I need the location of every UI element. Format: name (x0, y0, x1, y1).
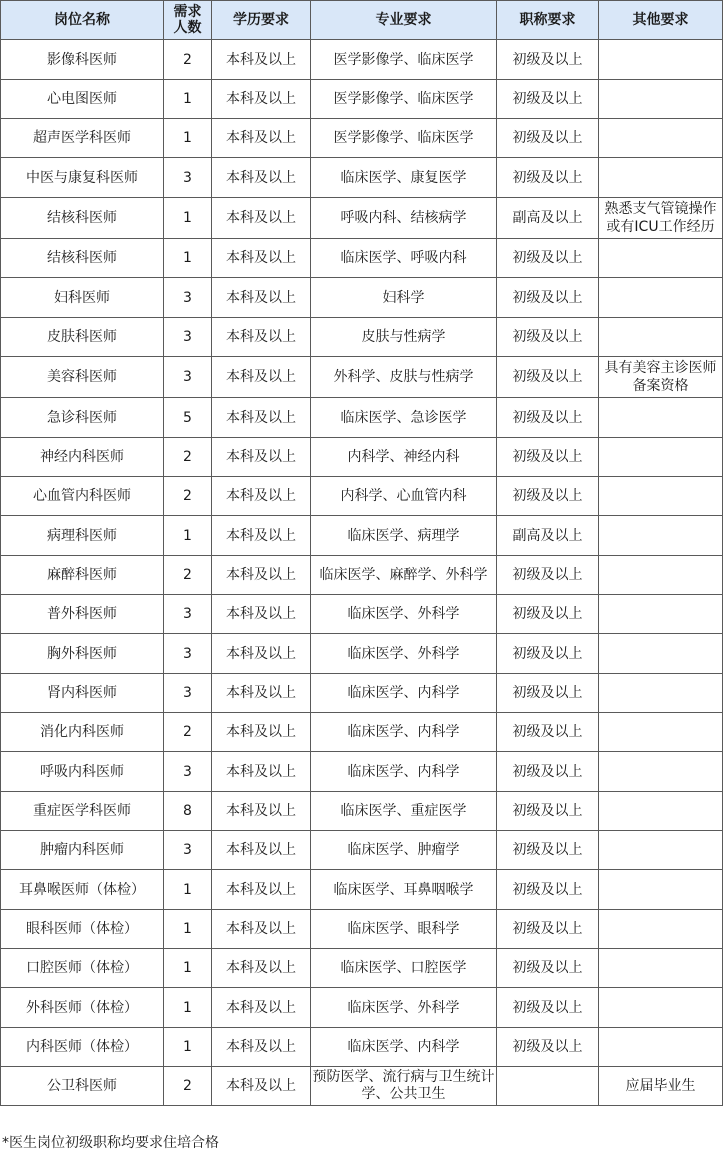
table-row (1, 988, 723, 1028)
cell-position-name: 妇科医师 (1, 278, 164, 318)
table-row (1, 634, 723, 674)
cell-education: 本科及以上 (212, 556, 311, 595)
cell-education: 本科及以上 (212, 357, 311, 398)
cell-other (599, 792, 723, 831)
cell-position-name: 心血管内科医师 (1, 477, 164, 516)
header-major: 专业要求 (311, 1, 497, 40)
cell-major: 临床医学、口腔医学 (311, 949, 497, 988)
cell-major: 临床医学、病理学 (311, 516, 497, 556)
table-row (1, 752, 723, 792)
table-row (1, 516, 723, 556)
cell-count: 3 (164, 595, 212, 634)
cell-education: 本科及以上 (212, 398, 311, 438)
cell-count: 8 (164, 792, 212, 831)
cell-other (599, 674, 723, 713)
cell-major: 临床医学、内科学 (311, 713, 497, 752)
cell-title: 初级及以上 (497, 870, 599, 910)
cell-position-name: 超声医学科医师 (1, 119, 164, 158)
cell-major: 临床医学、外科学 (311, 634, 497, 674)
cell-other (599, 713, 723, 752)
header-title: 职称要求 (497, 1, 599, 40)
cell-count: 1 (164, 988, 212, 1028)
cell-position-name: 中医与康复科医师 (1, 158, 164, 198)
cell-other (599, 634, 723, 674)
cell-position-name: 重症医学科医师 (1, 792, 164, 831)
cell-education: 本科及以上 (212, 438, 311, 477)
cell-title: 初级及以上 (497, 634, 599, 674)
cell-count: 5 (164, 398, 212, 438)
cell-education: 本科及以上 (212, 278, 311, 318)
cell-position-name: 结核科医师 (1, 198, 164, 239)
cell-position-name: 耳鼻喉医师（体检） (1, 870, 164, 910)
cell-position-name: 神经内科医师 (1, 438, 164, 477)
table-row (1, 158, 723, 198)
cell-major: 预防医学、流行病与卫生统计学、公共卫生 (311, 1067, 497, 1106)
cell-count: 1 (164, 1028, 212, 1067)
cell-other (599, 398, 723, 438)
cell-position-name: 肾内科医师 (1, 674, 164, 713)
cell-position-name: 内科医师（体检） (1, 1028, 164, 1067)
cell-title: 副高及以上 (497, 198, 599, 239)
cell-title: 初级及以上 (497, 831, 599, 870)
cell-major: 临床医学、外科学 (311, 595, 497, 634)
cell-education: 本科及以上 (212, 477, 311, 516)
cell-title: 初级及以上 (497, 438, 599, 477)
cell-major: 医学影像学、临床医学 (311, 119, 497, 158)
cell-education: 本科及以上 (212, 634, 311, 674)
cell-count: 1 (164, 119, 212, 158)
cell-education: 本科及以上 (212, 198, 311, 239)
cell-other (599, 595, 723, 634)
cell-title: 初级及以上 (497, 674, 599, 713)
table-row (1, 477, 723, 516)
table-row (1, 713, 723, 752)
cell-major: 临床医学、重症医学 (311, 792, 497, 831)
cell-count: 3 (164, 674, 212, 713)
cell-count: 1 (164, 239, 212, 278)
cell-count: 2 (164, 438, 212, 477)
cell-count: 1 (164, 949, 212, 988)
cell-other (599, 831, 723, 870)
cell-other: 具有美容主诊医师 备案资格 (599, 357, 723, 398)
cell-education: 本科及以上 (212, 713, 311, 752)
cell-education: 本科及以上 (212, 988, 311, 1028)
cell-position-name: 普外科医师 (1, 595, 164, 634)
table-row (1, 318, 723, 357)
cell-title: 初级及以上 (497, 398, 599, 438)
cell-title: 初级及以上 (497, 949, 599, 988)
cell-other (599, 752, 723, 792)
cell-count: 1 (164, 80, 212, 119)
cell-position-name: 病理科医师 (1, 516, 164, 556)
cell-major: 临床医学、内科学 (311, 1028, 497, 1067)
cell-other (599, 870, 723, 910)
table-row (1, 198, 723, 239)
cell-major: 临床医学、内科学 (311, 674, 497, 713)
cell-count: 2 (164, 1067, 212, 1106)
cell-count: 1 (164, 910, 212, 949)
cell-major: 临床医学、内科学 (311, 752, 497, 792)
cell-major: 临床医学、外科学 (311, 988, 497, 1028)
cell-count: 3 (164, 831, 212, 870)
table-row (1, 674, 723, 713)
cell-other (599, 239, 723, 278)
cell-count: 1 (164, 198, 212, 239)
cell-count: 3 (164, 278, 212, 318)
cell-title (497, 1067, 599, 1106)
cell-major: 呼吸内科、结核病学 (311, 198, 497, 239)
cell-position-name: 麻醉科医师 (1, 556, 164, 595)
cell-other (599, 910, 723, 949)
header-row (1, 1, 723, 40)
cell-education: 本科及以上 (212, 949, 311, 988)
cell-education: 本科及以上 (212, 831, 311, 870)
cell-count: 1 (164, 516, 212, 556)
cell-title: 初级及以上 (497, 595, 599, 634)
table-row (1, 792, 723, 831)
cell-education: 本科及以上 (212, 870, 311, 910)
header-count (164, 1, 212, 40)
table-row (1, 278, 723, 318)
cell-title: 初级及以上 (497, 792, 599, 831)
cell-education: 本科及以上 (212, 239, 311, 278)
cell-position-name: 呼吸内科医师 (1, 752, 164, 792)
cell-major: 临床医学、眼科学 (311, 910, 497, 949)
table-row (1, 80, 723, 119)
cell-education: 本科及以上 (212, 792, 311, 831)
cell-major: 临床医学、耳鼻咽喉学 (311, 870, 497, 910)
cell-other (599, 158, 723, 198)
cell-major: 临床医学、康复医学 (311, 158, 497, 198)
cell-education: 本科及以上 (212, 158, 311, 198)
cell-title: 初级及以上 (497, 910, 599, 949)
header-count-line1: 需求 (173, 4, 202, 20)
cell-position-name: 胸外科医师 (1, 634, 164, 674)
cell-other (599, 80, 723, 119)
cell-count: 3 (164, 158, 212, 198)
cell-position-name: 口腔医师（体检） (1, 949, 164, 988)
cell-other (599, 556, 723, 595)
table-row (1, 1028, 723, 1067)
table-row (1, 1067, 723, 1106)
cell-count: 3 (164, 752, 212, 792)
table-row (1, 831, 723, 870)
table-row (1, 949, 723, 988)
cell-education: 本科及以上 (212, 318, 311, 357)
cell-position-name: 眼科医师（体检） (1, 910, 164, 949)
header-other: 其他要求 (599, 1, 723, 40)
cell-other (599, 40, 723, 80)
cell-major: 医学影像学、临床医学 (311, 40, 497, 80)
cell-position-name: 影像科医师 (1, 40, 164, 80)
cell-position-name: 外科医师（体检） (1, 988, 164, 1028)
cell-position-name: 皮肤科医师 (1, 318, 164, 357)
cell-position-name: 急诊科医师 (1, 398, 164, 438)
cell-count: 2 (164, 40, 212, 80)
cell-other (599, 988, 723, 1028)
cell-education: 本科及以上 (212, 595, 311, 634)
cell-other (599, 119, 723, 158)
cell-education: 本科及以上 (212, 40, 311, 80)
cell-title: 初级及以上 (497, 556, 599, 595)
cell-major: 妇科学 (311, 278, 497, 318)
cell-major: 临床医学、呼吸内科 (311, 239, 497, 278)
table-row (1, 398, 723, 438)
header-count-line2: 人数 (173, 20, 202, 36)
table-row (1, 595, 723, 634)
cell-title: 初级及以上 (497, 40, 599, 80)
cell-other: 应届毕业生 (599, 1067, 723, 1106)
footnote: *医生岗位初级职称均要求住培合格 (2, 1135, 219, 1151)
cell-major: 皮肤与性病学 (311, 318, 497, 357)
cell-major: 内科学、心血管内科 (311, 477, 497, 516)
header-education: 学历要求 (212, 1, 311, 40)
cell-title: 初级及以上 (497, 988, 599, 1028)
table-row (1, 438, 723, 477)
table-row (1, 239, 723, 278)
cell-other (599, 949, 723, 988)
cell-title: 初级及以上 (497, 713, 599, 752)
cell-education: 本科及以上 (212, 1067, 311, 1106)
cell-title: 初级及以上 (497, 119, 599, 158)
cell-count: 3 (164, 318, 212, 357)
cell-major: 临床医学、麻醉学、外科学 (311, 556, 497, 595)
cell-major: 内科学、神经内科 (311, 438, 497, 477)
cell-count: 2 (164, 556, 212, 595)
table-row (1, 357, 723, 398)
table-row (1, 40, 723, 80)
cell-count: 1 (164, 870, 212, 910)
cell-education: 本科及以上 (212, 119, 311, 158)
cell-other (599, 438, 723, 477)
cell-position-name: 肿瘤内科医师 (1, 831, 164, 870)
cell-count: 2 (164, 477, 212, 516)
table-row (1, 556, 723, 595)
cell-position-name: 公卫科医师 (1, 1067, 164, 1106)
cell-title: 初级及以上 (497, 477, 599, 516)
cell-position-name: 心电图医师 (1, 80, 164, 119)
cell-title: 初级及以上 (497, 318, 599, 357)
cell-position-name: 消化内科医师 (1, 713, 164, 752)
cell-title: 初级及以上 (497, 752, 599, 792)
cell-other (599, 318, 723, 357)
cell-title: 初级及以上 (497, 80, 599, 119)
table-row (1, 119, 723, 158)
cell-education: 本科及以上 (212, 1028, 311, 1067)
cell-education: 本科及以上 (212, 674, 311, 713)
cell-other (599, 516, 723, 556)
cell-education: 本科及以上 (212, 752, 311, 792)
cell-major: 外科学、皮肤与性病学 (311, 357, 497, 398)
table-body (1, 40, 723, 1106)
cell-other (599, 477, 723, 516)
cell-title: 初级及以上 (497, 239, 599, 278)
cell-education: 本科及以上 (212, 910, 311, 949)
cell-position-name: 美容科医师 (1, 357, 164, 398)
cell-title: 副高及以上 (497, 516, 599, 556)
table-row (1, 870, 723, 910)
cell-title: 初级及以上 (497, 278, 599, 318)
cell-major: 临床医学、肿瘤学 (311, 831, 497, 870)
cell-other (599, 278, 723, 318)
cell-major: 医学影像学、临床医学 (311, 80, 497, 119)
table-row (1, 910, 723, 949)
cell-title: 初级及以上 (497, 158, 599, 198)
cell-count: 2 (164, 713, 212, 752)
cell-other (599, 1028, 723, 1067)
cell-other: 熟悉支气管镜操作 或有ICU工作经历 (599, 198, 723, 239)
cell-title: 初级及以上 (497, 357, 599, 398)
cell-position-name: 结核科医师 (1, 239, 164, 278)
cell-title: 初级及以上 (497, 1028, 599, 1067)
cell-count: 3 (164, 634, 212, 674)
cell-education: 本科及以上 (212, 516, 311, 556)
cell-major: 临床医学、急诊医学 (311, 398, 497, 438)
header-name: 岗位名称 (1, 1, 164, 40)
cell-count: 3 (164, 357, 212, 398)
cell-education: 本科及以上 (212, 80, 311, 119)
